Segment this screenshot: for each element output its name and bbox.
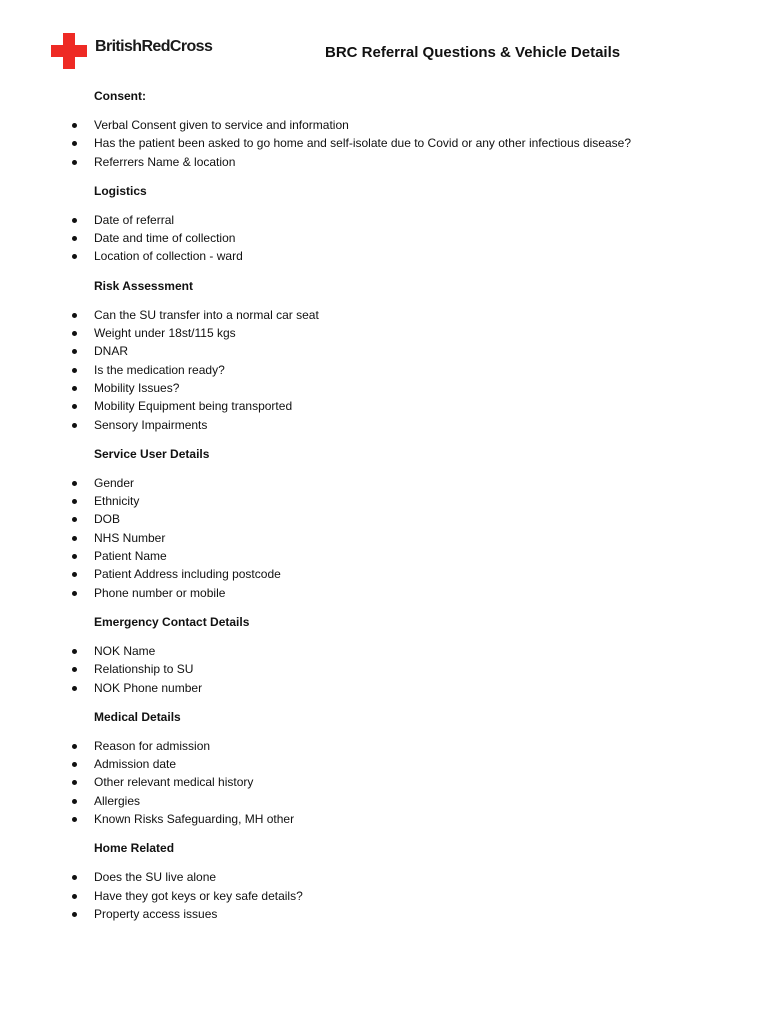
bullet-list: [0, 474, 770, 602]
bullet-list: [0, 642, 770, 697]
document-title: BRC Referral Questions & Vehicle Details: [325, 44, 621, 61]
list-item: Ethnicity: [0, 492, 770, 510]
bullet-list: [0, 116, 770, 171]
list-item: Has the patient been asked to go home and self-isolate due to Covid or any other infectious disease?: [0, 134, 770, 152]
list-item: Phone number or mobile: [0, 584, 770, 602]
list-item: Location of collection - ward: [0, 247, 770, 265]
list-item: Have they got keys or key safe details?: [0, 887, 770, 905]
bullet-list: [0, 306, 770, 434]
list-item: Date and time of collection: [0, 229, 770, 247]
list-item: NOK Name: [0, 642, 770, 660]
list-item: Mobility Equipment being transported: [0, 397, 770, 415]
list-item: Patient Name: [0, 547, 770, 565]
list-item: NHS Number: [0, 529, 770, 547]
list-item: Patient Address including postcode: [0, 565, 770, 583]
list-item: Property access issues: [0, 905, 770, 923]
section-heading: Home Related: [94, 841, 175, 856]
list-item: Gender: [0, 474, 770, 492]
bullet-list: [0, 737, 770, 828]
list-item: DOB: [0, 510, 770, 528]
list-item: Weight under 18st/115 kgs: [0, 324, 770, 342]
list-item: Referrers Name & location: [0, 153, 770, 171]
section-heading: Service User Details: [94, 446, 210, 461]
list-item: Sensory Impairments: [0, 416, 770, 434]
list-item: Allergies: [0, 792, 770, 810]
bullet-list: [0, 211, 770, 266]
list-item: Known Risks Safeguarding, MH other: [0, 810, 770, 828]
document-body: [0, 88, 770, 935]
section-heading: Consent:: [94, 89, 146, 103]
list-item: Can the SU transfer into a normal car seat: [0, 306, 770, 324]
list-item: NOK Phone number: [0, 679, 770, 697]
list-item: Reason for admission: [0, 737, 770, 755]
list-item: Other relevant medical history: [0, 773, 770, 791]
list-item: Admission date: [0, 755, 770, 773]
list-item: Does the SU live alone: [0, 868, 770, 886]
section-heading: Medical Details: [94, 709, 181, 724]
red-cross-icon: [51, 33, 87, 69]
list-item: Relationship to SU: [0, 660, 770, 678]
section-heading: Emergency Contact Details: [94, 614, 250, 629]
brc-logo: [51, 33, 212, 69]
list-item: Date of referral: [0, 211, 770, 229]
list-item: Is the medication ready?: [0, 361, 770, 379]
section-heading: Logistics: [94, 183, 147, 198]
section-heading: Risk Assessment: [94, 278, 193, 293]
list-item: Mobility Issues?: [0, 379, 770, 397]
logo-wordmark: BritishRedCross: [95, 38, 213, 55]
bullet-list: [0, 868, 770, 923]
list-item: DNAR: [0, 342, 770, 360]
list-item: Verbal Consent given to service and information: [0, 116, 770, 134]
